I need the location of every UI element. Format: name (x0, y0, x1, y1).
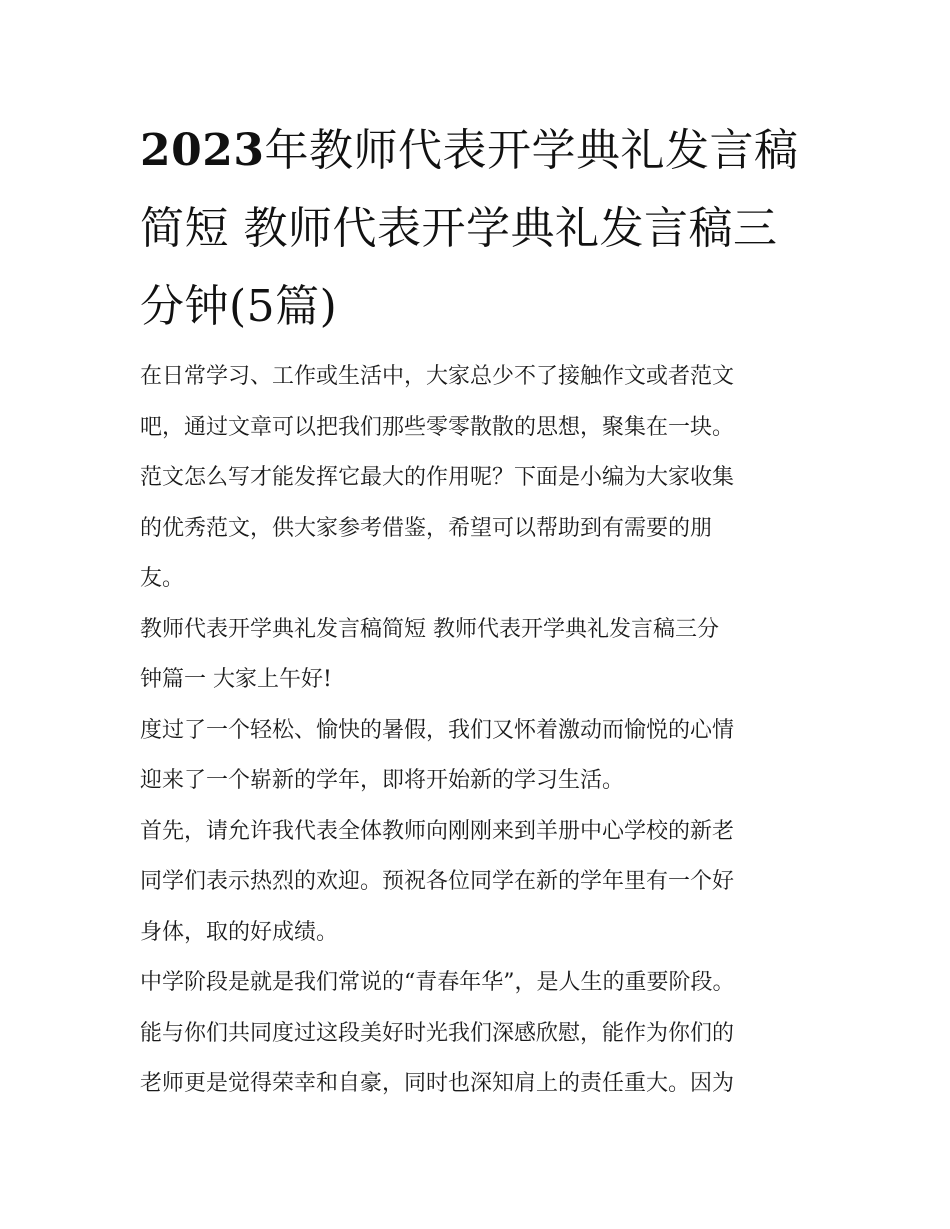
text-line: 老师更是觉得荣幸和自豪，同时也深知肩上的责任重大。因为 (140, 1071, 735, 1096)
text-line: 中学阶段是就是我们常说的“青春年华”，是人生的重要阶段。 (140, 970, 735, 995)
text-line: 钟篇一 大家上午好! (140, 667, 332, 692)
text-line: 能与你们共同度过这段美好时光我们深感欣慰，能作为你们的 (140, 1020, 735, 1046)
text-line: 迎来了一个崭新的学年，即将开始新的学习生活。 (140, 768, 625, 793)
text-line: 教师代表开学典礼发言稿简短 教师代表开学典礼发言稿三分 (140, 616, 719, 642)
paragraph-section-heading (140, 605, 815, 706)
paragraph-body (140, 807, 815, 959)
title-text: 年教师代表开学典礼发言稿简短 教师代表开学典礼发言稿三分钟(5篇) (140, 125, 799, 332)
paragraph-intro (140, 352, 815, 605)
title-year: 2023 (140, 125, 265, 176)
text-line: 身体，取的好成绩。 (140, 919, 339, 945)
paragraph-body (140, 706, 815, 807)
paragraph-body (140, 958, 815, 1110)
document-title (140, 112, 815, 346)
document-body (140, 112, 815, 1110)
text-line: 友。 (140, 566, 185, 591)
text-line: 度过了一个轻松、愉快的暑假，我们又怀着激动而愉悦的心情 (140, 717, 735, 743)
text-line: 同学们表示热烈的欢迎。预祝各位同学在新的学年里有一个好 (140, 869, 735, 894)
text-line: 的优秀范文，供大家参考借鉴，希望可以帮助到有需要的朋 (140, 515, 713, 541)
text-line: 范文怎么写才能发挥它最大的作用呢？下面是小编为大家收集 (140, 465, 735, 490)
text-line: 吧，通过文章可以把我们那些零零散散的思想，聚集在一块。 (140, 414, 735, 440)
text-line: 在日常学习、工作或生活中，大家总少不了接触作文或者范文 (140, 364, 735, 389)
text-line: 首先，请允许我代表全体教师向刚刚来到羊册中心学校的新老 (140, 818, 735, 844)
